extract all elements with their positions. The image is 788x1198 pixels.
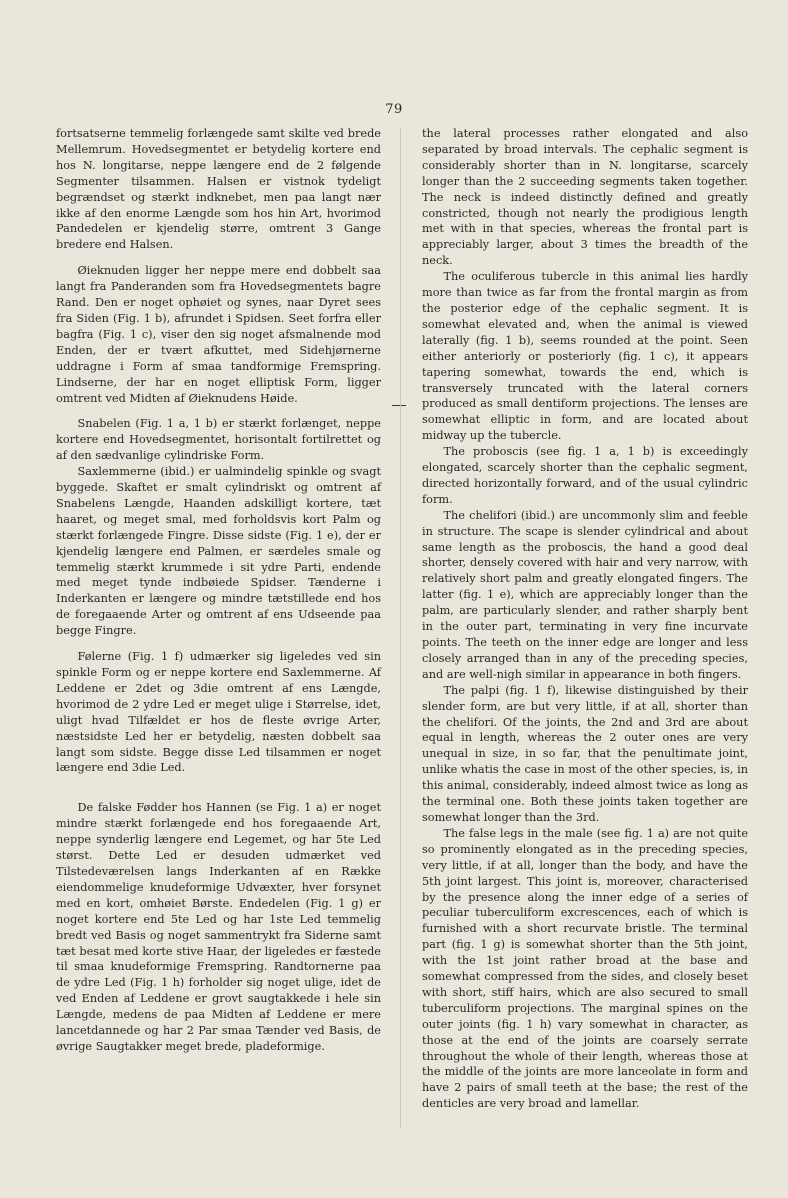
danish-paragraph-4: Saxlemmerne (ibid.) er ualmindelig spinkle og svagt byggede. Skaftet er smalt cylindriskt og omtrent af Snabelens Længde, Haanden adskilligt kortere, tæt haaret, og meget smal, med forholdsvis kort Palm og stærkt forlængede Fingre. Disse sidste (Fig. 1 e), der er kjendelig længere end Palmen, er særdeles smale og temmelig stærkt krummede i sit ydre Parti, endende med meget tynde indbøiede Spidser. Tænderne i Inderkanten er længere og mindre tætstillede end hos de foregaaende Arter og omtrent af ens Udseende paa begge Fingre. <box>56 465 381 638</box>
divider-rule <box>392 405 406 406</box>
danish-paragraph-5: Følerne (Fig. 1 f) udmærker sig ligeledes ved sin spinkle Form og er neppe kortere end Saxlemmerne. Af Leddene er 2det og 3die omtrent af ens Længde, hvorimod de 2 ydre Led er meget ulige i Størrelse, idet, uligt hvad Tilfældet er hos de fleste øvrige Arter, næstsidste Led her er betydelig, næsten dobbelt saa langt som sidste. Begge disse Led tilsammen er noget længere end 3die Led. <box>56 650 381 775</box>
page-number: 79 <box>385 102 403 117</box>
column-divider <box>400 128 401 1128</box>
english-paragraph-3: The proboscis (see fig. 1 a, 1 b) is exceedingly elongated, scarcely shorter than the cephalic segment, directed horizontally forward, and of the usual cylindric form. <box>422 445 748 506</box>
danish-paragraph-6: De falske Fødder hos Hannen (se Fig. 1 a) er noget mindre stærkt forlængede end hos foregaaende Art, neppe synderlig længere end Legemet, og har 5te Led størst. Dette Led er desuden udmærket ved Tilstedeværelsen langs Inderkanten af en Række eiendommelige knudeformige Udvæxter, hver forsynet med en kort, omhøiet Børste. Endedelen (Fig. 1 g) er noget kortere end 5te Led og har 1ste Led temmelig bredt ved Basis og noget sammentrykt fra Siderne samt tæt besat med korte stive Haar, der ligeledes er fæstede til smaa knudeformige Fremspring. Randtornerne paa de ydre Led (Fig. 1 h) forholder sig noget ulige, idet de ved Enden af Leddene er grovt saugtakkede i hele sin Længde, medens de paa Midten af Leddene er mere lancetdannede og har 2 Par smaa Tænder ved Basis, de øvrige Saugtakker meget brede, pladeformige. <box>56 801 381 1053</box>
danish-paragraph-3: Snabelen (Fig. 1 a, 1 b) er stærkt forlænget, neppe kortere end Hovedsegmentet, horisontalt fortilrettet og af den sædvanlige cylindriske Form. <box>56 417 381 463</box>
english-paragraph-2: The oculiferous tubercle in this animal lies hardly more than twice as far from the frontal margin as from the posterior edge of the cephalic segment. It is somewhat elevated and, when the animal is viewed laterally (fig. 1 b), seems rounded at the point. Seen either anteriorly or posteriorly (fig. 1 c), it appears tapering somewhat, towards the end, which is transversely truncated with the lateral corners produced as small dentiform projections. The lenses are somewhat elliptic in form, and are located about midway up the tubercle. <box>422 270 748 443</box>
english-paragraph-1: the lateral processes rather elongated and also separated by broad intervals. The cephalic segment is considerably shorter than in N. longitarse, scarcely longer than the 2 succeeding segments taken together. The neck is indeed distinctly defined and greatly constricted, though not nearly the prodigious length met with in that species, whereas the frontal part is appreciably larger, about 3 times the breadth of the neck. <box>422 127 748 268</box>
danish-paragraph-2: Øieknuden ligger her neppe mere end dobbelt saa langt fra Panderanden som fra Hovedsegmentets bagre Rand. Den er noget ophøiet og synes, naar Dyret sees fra Siden (Fig. 1 b), afrundet i Spidsen. Seet forfra eller bagfra (Fig. 1 c), viser den sig noget afsmalnende mod Enden, der er tvært afkuttet, med Sidehjørnerne uddragne i Form af smaa tandformige Fremspring. Lindserne, der har en noget elliptisk Form, ligger omtrent ved Midten af Øieknudens Høide. <box>56 264 381 405</box>
english-column <box>422 126 748 1112</box>
danish-paragraph-1: fortsatserne temmelig forlængede samt skilte ved brede Mellemrum. Hovedsegmentet er betydelig kortere end hos N. longitarse, neppe længere end de 2 følgende Segmenter tilsammen. Halsen er vistnok tydeligt begrændset og stærkt indknebet, men paa langt nær ikke af den enorme Længde som hos hin Art, hvorimod Pandedelen er kjendelig større, omtrent 3 Gange bredere end Halsen. <box>56 127 381 252</box>
english-paragraph-4: The chelifori (ibid.) are uncommonly slim and feeble in structure. The scape is slender cylindrical and about same length as the proboscis, the hand a good deal shorter, densely covered with hair and very narrow, with relatively short palm and greatly elongated fingers. The latter (fig. 1 e), which are appreciably longer than the palm, are particularly slender, and rather sharply bent in the outer part, terminating in very fine incurvate points. The teeth on the inner edge are longer and less closely arranged than in any of the preceding species, and are well-nigh similar in appearance in both fingers. <box>422 508 748 681</box>
danish-column <box>56 126 381 1055</box>
english-paragraph-6: The false legs in the male (see fig. 1 a) are not quite so prominently elongated as in the preceding species, very little, if at all, longer than the body, and have the 5th joint largest. This joint is, moreover, characterised by the presence along the inner edge of a series of peculiar tuberculiform excrescences, each of which is furnished with a short recurvate bristle. The terminal part (fig. 1 g) is somewhat shorter than the 5th joint, with the 1st joint rather broad at the base and somewhat compressed from the sides, and closely beset with short, stiff hairs, which are also secured to small tuberculiform projections. The marginal spines on the outer joints (fig. 1 h) vary somewhat in character, as those at the end of the joints are coarsely serrate throughout the whole of their length, whereas those at the middle of the joints are more lanceolate in form and have 2 pairs of small teeth at the base; the rest of the denticles are very broad and lamellar. <box>422 826 748 1111</box>
english-paragraph-5: The palpi (fig. 1 f), likewise distinguished by their slender form, are but very little, if at all, shorter than the chelifori. Of the joints, the 2nd and 3rd are about equal in length, whereas the 2 outer ones are very unequal in size, in so far, that the penultimate joint, unlike whatis the case in most of the other species, is, in this animal, considerably, indeed almost twice as long as the terminal one. Both these joints taken together are somewhat longer than the 3rd. <box>422 683 748 824</box>
